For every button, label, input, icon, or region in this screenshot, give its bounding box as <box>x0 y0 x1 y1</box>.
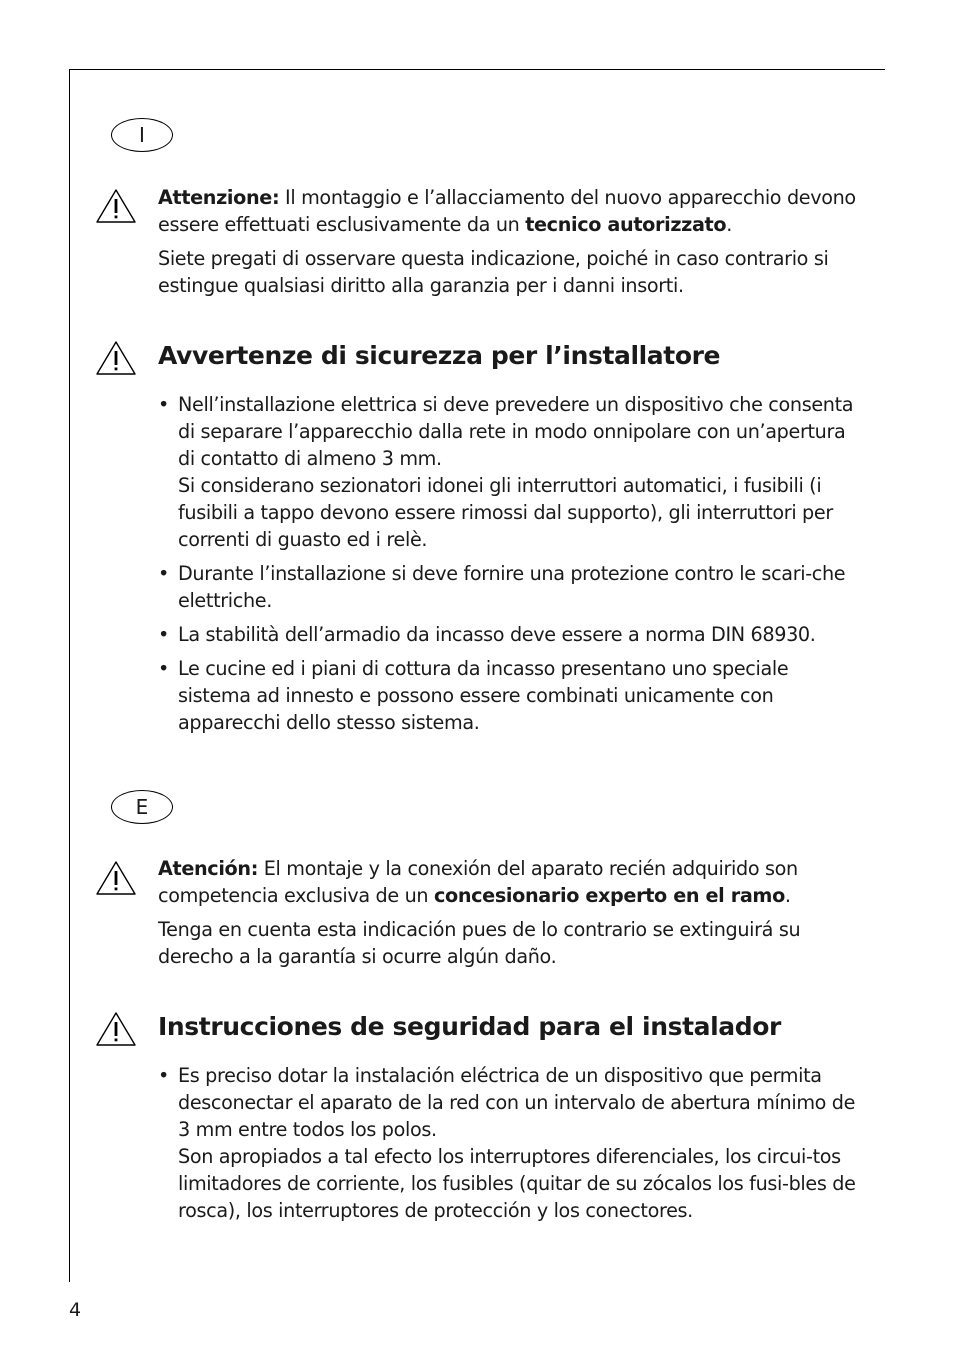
bullet-mark: • <box>158 562 169 585</box>
warning-text: Il montaggio e l’allacciamento del nuovo apparecchio devono essere effettuati esclusivamente da un <box>158 186 856 236</box>
list-item <box>158 621 863 648</box>
language-badge-spanish <box>111 790 173 824</box>
bullet-mark: • <box>158 623 169 646</box>
warning-emphasis: tecnico autorizzato <box>525 213 727 236</box>
warning-triangle-icon <box>95 188 137 224</box>
language-badge-label: I <box>139 123 145 147</box>
warning-label: Atención: <box>158 857 259 880</box>
warning-text-end: . <box>784 884 791 907</box>
list-item-text: Es preciso dotar la instalación eléctrica de un dispositivo que permita desconectar el aparato de la red con un intervalo de abertura mínimo de 3 mm entre todos los polos. <box>178 1064 856 1141</box>
list-item-text: Le cucine ed i piani di cottura da incasso presentano uno speciale sistema ad innesto e possono essere combinati unicamente con apparecchi dello stesso sistema. <box>178 657 789 734</box>
warning-triangle-icon <box>95 860 137 896</box>
language-badge-italian <box>111 118 173 152</box>
warning-label: Attenzione: <box>158 186 280 209</box>
warning-emphasis: concesionario experto en el ramo <box>433 884 785 907</box>
list-item <box>158 391 863 553</box>
list-item-text: La stabilità dell’armadio da incasso deve essere a norma DIN 68930. <box>178 623 816 646</box>
bullet-list-spanish <box>158 1062 863 1231</box>
page-number: 4 <box>69 1299 82 1321</box>
section-heading-italian: Avvertenze di sicurezza per l’installatore <box>158 341 721 370</box>
bullet-mark: • <box>158 393 169 416</box>
note-paragraph-italian: Siete pregati di osservare questa indicazione, poiché in caso contrario si estingue qualsiasi diritto alla garanzia per i danni insorti. <box>158 247 829 297</box>
list-item-text: Nell’installazione elettrica si deve prevedere un dispositivo che consenta di separare l’apparecchio dalla rete in modo onnipolare con un’apertura di contatto di almeno 3 mm. <box>178 393 854 470</box>
list-item <box>158 560 863 614</box>
list-item <box>158 655 863 736</box>
bullet-list-italian <box>158 391 863 743</box>
top-rule <box>69 69 885 70</box>
bullet-mark: • <box>158 657 169 680</box>
list-item-text: Son apropiados a tal efecto los interruptores diferenciales, los circui-tos limitadores de corriente, los fusibles (quitar de su zócalos los fusi-bles de rosca), los interruptores de protección y los conectores. <box>178 1145 856 1222</box>
warning-text-end: . <box>726 213 732 236</box>
list-item <box>158 1062 863 1224</box>
bullet-mark: • <box>158 1064 169 1087</box>
language-badge-label: E <box>135 795 149 819</box>
list-item-text: Si considerano sezionatori idonei gli interruttori automatici, i fusibili (i fusibili a tappo devono essere rimossi dal supporto), gli interruttori per correnti di guasto ed i relè. <box>178 474 833 551</box>
list-item-text: Durante l’installazione si deve fornire una protezione contro le scari-che elettriche. <box>178 562 846 612</box>
warning-text: El montaje y la conexión del aparato recién adquirido son competencia exclusiva de un <box>158 857 798 907</box>
warning-paragraph-spanish <box>158 855 863 909</box>
warning-triangle-icon <box>95 1011 137 1047</box>
note-paragraph-spanish: Tenga en cuenta esta indicación pues de lo contrario se extinguirá su derecho a la garantía si ocurre algún daño. <box>158 918 801 968</box>
section-heading-spanish: Instrucciones de seguridad para el instalador <box>158 1012 781 1041</box>
warning-triangle-icon <box>95 340 137 376</box>
left-rule <box>69 69 70 1282</box>
warning-paragraph-italian <box>158 184 863 238</box>
